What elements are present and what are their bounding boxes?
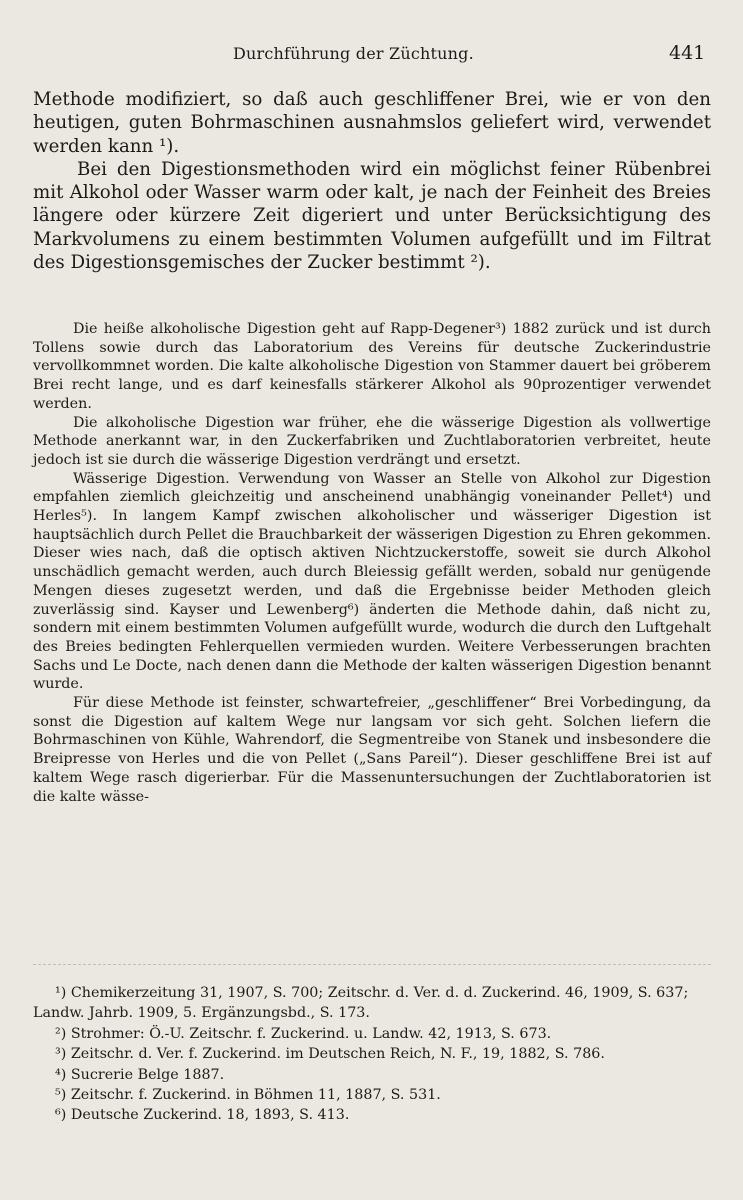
paragraph-6: Für diese Methode ist feinster, schwartefreier, „geschliffener“ Brei Vorbedingung, da sonst die Digestion auf kaltem Wege nur langsam vor sich geht. Solchen liefern die Bohrmaschinen von Kühle, Wahrendorf, die Segmentreibe von Stanek und insbesondere die Breipresse von Herles und die von Pellet („Sans Pareil“). Dieser geschliffene Brei ist auf kaltem Wege rasch digerierbar. Für die Massenuntersuchungen der Zuchtlaboratorien ist die kalte wässe-	[33, 695, 711, 805]
footnote-2: ²) Strohmer: Ö.-U. Zeitschr. f. Zuckerind. u. Landw. 42, 1913, S. 673.	[55, 1025, 552, 1042]
main-text-large-1	[33, 88, 711, 274]
paragraph-2: Bei den Digestionsmethoden wird ein möglichst feiner Rübenbrei mit Alkohol oder Wasser warm oder kalt, je nach der Feinheit des Breies längere oder kürzere Zeit digeriert und unter Berücksichtigung des Markvolumens zu einem bestimmten Volumen aufgefüllt und im Filtrat des Digestionsgemisches der Zucker bestimmt ²).	[33, 158, 711, 274]
footnote-3: ³) Zeitschr. d. Ver. f. Zuckerind. im Deutschen Reich, N. F., 19, 1882, S. 786.	[55, 1046, 605, 1063]
paragraph-5: Wässerige Digestion. Verwendung von Wasser an Stelle von Alkohol zur Digestion empfahlen ziemlich gleichzeitig und anscheinend unabhängig voneinander Pellet⁴) und Herles⁵). In langem Kampf zwischen alkoholischer und wässeriger Digestion ist hauptsächlich durch Pellet die Brauchbarkeit der wässerigen Digestion zu Ehren gekommen. Dieser wies nach, daß die optisch aktiven Nichtzuckerstoffe, soweit sie durch Alkohol unschädlich gemacht werden, auch durch Bleiessig gefällt werden, sobald nur genügende Mengen dieses zugesetzt werden, und daß die Ergebnisse beider Methoden gleich zuverlässig sind. Kayser und Lewenberg⁶) änderten die Methode dahin, daß nicht zu, sondern mit einem bestimmten Volumen aufgefüllt wurde, wodurch die durch den Luftgehalt des Breies bedingten Fehlerquellen vermieden wurden. Weitere Verbesserungen brachten Sachs und Le Docte, nach denen dann die Methode der kalten wässerigen Digestion benannt wurde.	[33, 470, 711, 693]
footnote-1: ¹) Chemikerzeitung 31, 1907, S. 700; Zeitschr. d. Ver. d. d. Zuckerind. 46, 1909, S. 637; Landw. Jahrb. 1909, 5. Ergänzungsbd., S. 173.	[33, 985, 689, 1022]
footnote-separator	[33, 964, 711, 965]
main-text-small	[33, 320, 711, 806]
paragraph-3: Die heiße alkoholische Digestion geht auf Rapp-Degener³) 1882 zurück und ist durch Tollens sowie durch das Laboratorium des Vereins für deutsche Zuckerindustrie vervollkommnet worden. Die kalte alkoholische Digestion von Stammer dauert bei gröberem Brei recht lange, und es darf keinesfalls stärkerer Alkohol als 90prozentiger verwendet werden.	[33, 321, 711, 412]
footnotes	[33, 983, 711, 1126]
footnote-6: ⁶) Deutsche Zuckerind. 18, 1893, S. 413.	[55, 1107, 350, 1124]
page-number: 441	[669, 42, 706, 64]
footnote-5: ⁵) Zeitschr. f. Zuckerind. in Böhmen 11, 1887, S. 531.	[55, 1087, 441, 1104]
paragraph-1: Methode modifiziert, so daß auch geschliffener Brei, wie er von den heutigen, guten Bohrmaschinen ausnahmslos geliefert wird, verwendet werden kann ¹).	[33, 89, 711, 157]
paragraph-4: Die alkoholische Digestion war früher, ehe die wässerige Digestion als vollwertige Methode anerkannt war, in den Zuckerfabriken und Zuchtlaboratorien verbreitet, heute jedoch ist sie durch die wässerige Digestion verdrängt und ersetzt.	[33, 414, 711, 468]
running-title: Durchführung der Züchtung.	[233, 44, 474, 63]
footnote-4: ⁴) Sucrerie Belge 1887.	[55, 1066, 225, 1083]
